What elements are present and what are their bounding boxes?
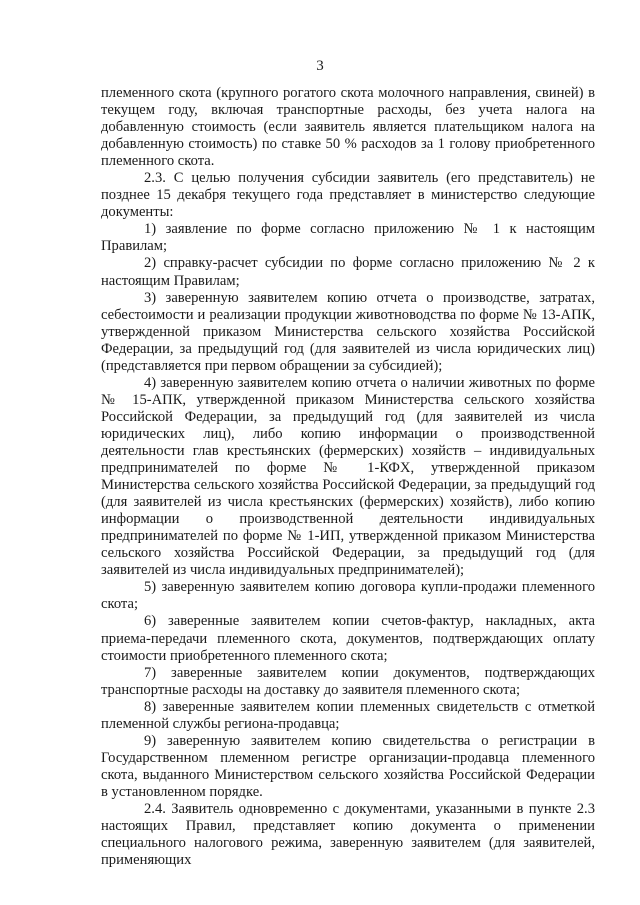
list-item-7: 7) заверенные заявителем копии документов, подтверждающих транспортные расходы на доставку до заявителя племенного скота; (101, 664, 595, 698)
list-item-5: 5) заверенную заявителем копию договора купли-продажи племенного скота; (101, 579, 595, 613)
paragraph-subsidy-rate: племенного скота (крупного рогатого скота молочного направления, свиней) в текущем году, включая транспортные расходы, без учета налога на добавленную стоимость (если заявитель является плательщиком налога на добавленную стоимость) по ставке 50 % расходов за 1 голову приобретенного племенного скота. (101, 85, 595, 170)
page-number: 3 (316, 58, 324, 74)
list-item-8: 8) заверенные заявителем копии племенных свидетельств с отметкой племенной службы региона-продавца; (101, 698, 595, 732)
list-item-9: 9) заверенную заявителем копию свидетельства о регистрации в Государственном племенном регистре организации-продавца племенного скота, выданного Министерством сельского хозяйства Российской Федерации в установленном порядке. (101, 732, 595, 800)
list-item-2: 2) справку-расчет субсидии по форме согласно приложению № 2 к настоящим Правилам; (101, 255, 595, 289)
list-item-3: 3) заверенную заявителем копию отчета о производстве, затратах, себестоимости и реализации продукции животноводства по форме № 13-АПК, утвержденной приказом Министерства сельского хозяйства Российской Федерации, за предыдущий год (для заявителей из числа юридических лиц) (представляется при первом обращении за субсидией); (101, 289, 595, 374)
paragraph-2-3-intro: 2.3. С целью получения субсидии заявитель (его представитель) не позднее 15 декабря текущего года представляет в министерство следующие документы: (101, 170, 595, 221)
document-body (101, 85, 595, 869)
paragraph-2-4: 2.4. Заявитель одновременно с документами, указанными в пункте 2.3 настоящих Правил, представляет копию документа о применении специального налогового режима, заверенную заявителем (для заявителей, применяющих (101, 800, 595, 869)
list-item-4: 4) заверенную заявителем копию отчета о наличии животных по форме № 15-АПК, утвержденной приказом Министерства сельского хозяйства Российской Федерации, за предыдущий год (для заявителей из числа юридических лиц), либо копию информации о производственной деятельности глав крестьянских (фермерских) хозяйств – индивидуальных предпринимателей по форме № 1-КФХ, утвержденной приказом Министерства сельского хозяйства Российской Федерации, за предыдущий год (для заявителей из числа крестьянских (фермерских) хозяйств), либо копию информации о производственной деятельности индивидуальных предпринимателей по форме № 1-ИП, утвержденной приказом Министерства сельского хозяйства Российской Федерации, за предыдущий год (для заявителей из числа индивидуальных предпринимателей); (101, 374, 595, 579)
list-item-6: 6) заверенные заявителем копии счетов-фактур, накладных, акта приема-передачи племенного скота, документов, подтверждающих оплату стоимости приобретенного племенного скота; (101, 613, 595, 664)
list-item-1: 1) заявление по форме согласно приложению № 1 к настоящим Правилам; (101, 221, 595, 255)
